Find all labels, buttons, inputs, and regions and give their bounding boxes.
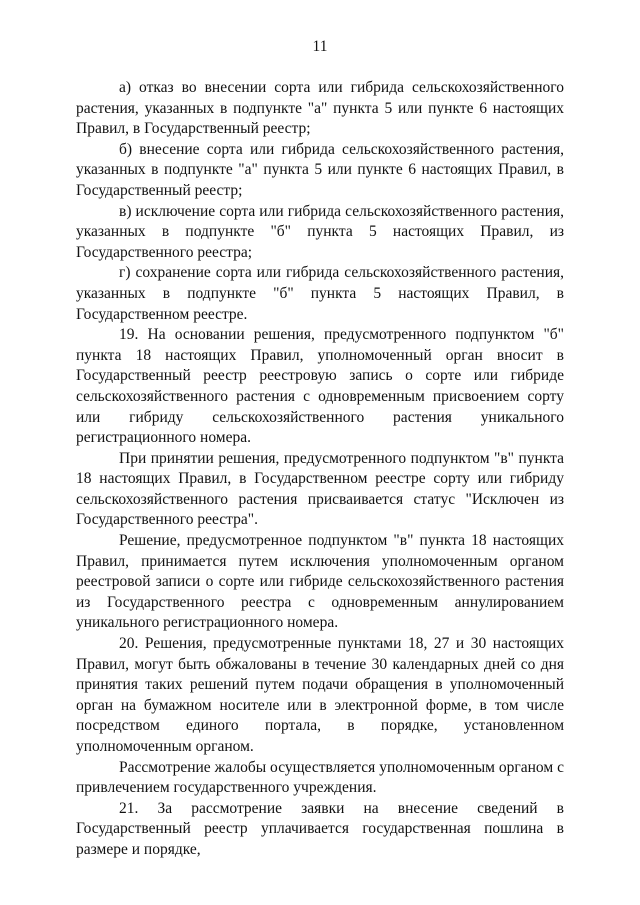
paragraph-18a: а) отказ во внесении сорта или гибрида сельскохозяйственного растения, указанных в подпункте "а" пункта 5 или пункте 6 настоящих Правил, в Государственный реестр; — [76, 79, 564, 138]
paragraph-19-exclusion-decision: Решение, предусмотренное подпунктом "в" пункта 18 настоящих Правил, принимается путем исключения уполномоченным органом реестровой записи о сорте или гибриде сельскохозяйственного растения из Государственного реестра с одновременным аннулированием уникального регистрационного номера. — [76, 532, 564, 632]
paragraph-19-excluded-status: При принятии решения, предусмотренного подпунктом "в" пункта 18 настоящих Правил, в Государственном реестре сорту или гибриду сельскохозяйственного растения присваивается статус "Исключен из Государственного реестра". — [76, 449, 564, 529]
paragraph-20-complaint-review: Рассмотрение жалобы осуществляется уполномоченным органом с привлечением государственного учреждения. — [76, 758, 564, 797]
paragraph-19: 19. На основании решения, предусмотренного подпунктом "б" пункта 18 настоящих Правил, уполномоченный орган вносит в Государственный реестр реестровую запись о сорте или гибриде сельскохозяйственного растения с одновременным присвоением сорту или гибриду сельскохозяйственного растения уникального регистрационного номера. — [76, 326, 564, 447]
paragraph-18b: б) внесение сорта или гибрида сельскохозяйственного растения, указанных в подпункте "а" пункта 5 или пункте 6 настоящих Правил, в Государственный реестр; — [76, 140, 564, 199]
document-body — [76, 78, 564, 861]
paragraph-18v: в) исключение сорта или гибрида сельскохозяйственного растения, указанных в подпункте "б" пункта 5 настоящих Правил, из Государственного реестра; — [76, 202, 564, 261]
paragraph-18g: г) сохранение сорта или гибрида сельскохозяйственного растения, указанных в подпункте "б" пункта 5 настоящих Правил, в Государственном реестре. — [76, 264, 564, 323]
paragraph-20: 20. Решения, предусмотренные пунктами 18, 27 и 30 настоящих Правил, могут быть обжалованы в течение 30 календарных дней со дня принятия таких решений путем подачи обращения в уполномоченный орган на бумажном носителе или в электронной форме, в том числе посредством единого портала, в порядке, установленном уполномоченным органом. — [76, 635, 564, 755]
paragraph-21: 21. За рассмотрение заявки на внесение сведений в Государственный реестр уплачивается государственная пошлина в размере и порядке, — [76, 799, 564, 858]
page-number: 11 — [312, 38, 328, 55]
